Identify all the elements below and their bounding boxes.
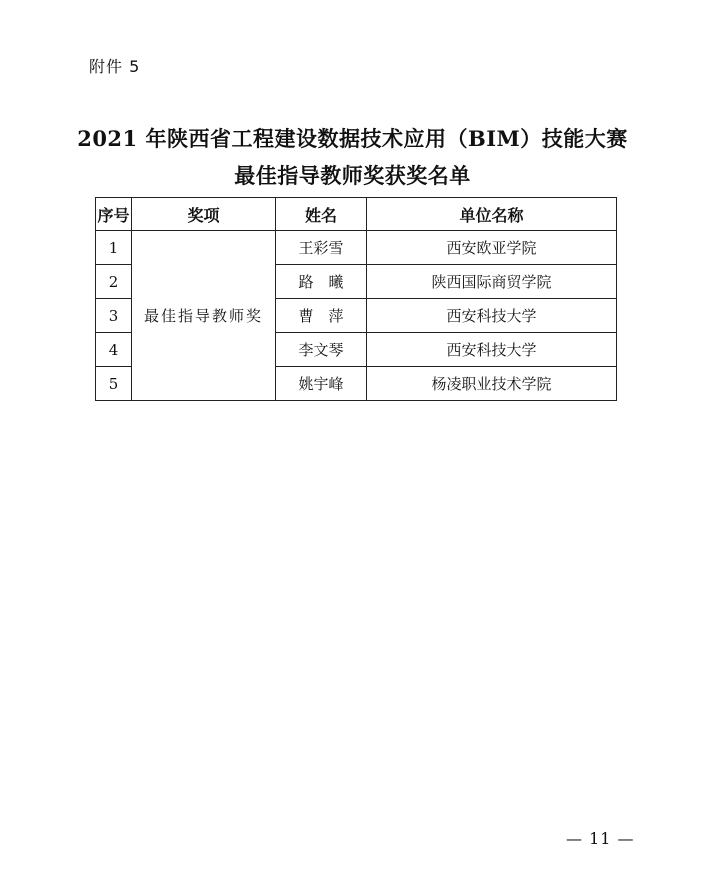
row-serial-number: 3 (96, 299, 132, 333)
header-name: 姓名 (276, 198, 367, 231)
row-serial-number: 4 (96, 333, 132, 367)
document-title-line-2: 最佳指导教师奖获奖名单 (234, 163, 471, 188)
row-teacher-name: 曹 萍 (276, 299, 367, 333)
award-table (95, 197, 617, 401)
page-number: — 11 — (566, 829, 635, 848)
row-unit-name: 陕西国际商贸学院 (367, 265, 617, 299)
row-teacher-name: 姚宇峰 (276, 367, 367, 401)
document-title-line-1: 2021 年陕西省工程建设数据技术应用（BIM）技能大赛 (77, 126, 628, 151)
row-teacher-name: 王彩雪 (276, 231, 367, 265)
row-unit-name: 西安科技大学 (367, 333, 617, 367)
attachment-label: 附件 5 (89, 57, 141, 76)
row-unit-name: 杨凌职业技术学院 (367, 367, 617, 401)
row-serial-number: 5 (96, 367, 132, 401)
row-unit-name: 西安科技大学 (367, 299, 617, 333)
header-unit-name: 单位名称 (367, 198, 617, 231)
row-teacher-name: 李文琴 (276, 333, 367, 367)
row-unit-name: 西安欧亚学院 (367, 231, 617, 265)
table-row (96, 231, 617, 265)
header-award: 奖项 (132, 198, 276, 231)
table-header-row (96, 198, 617, 231)
row-serial-number: 2 (96, 265, 132, 299)
row-teacher-name: 路 曦 (276, 265, 367, 299)
header-serial-number: 序号 (96, 198, 132, 231)
row-serial-number: 1 (96, 231, 132, 265)
award-name-cell: 最佳指导教师奖 (132, 231, 276, 401)
